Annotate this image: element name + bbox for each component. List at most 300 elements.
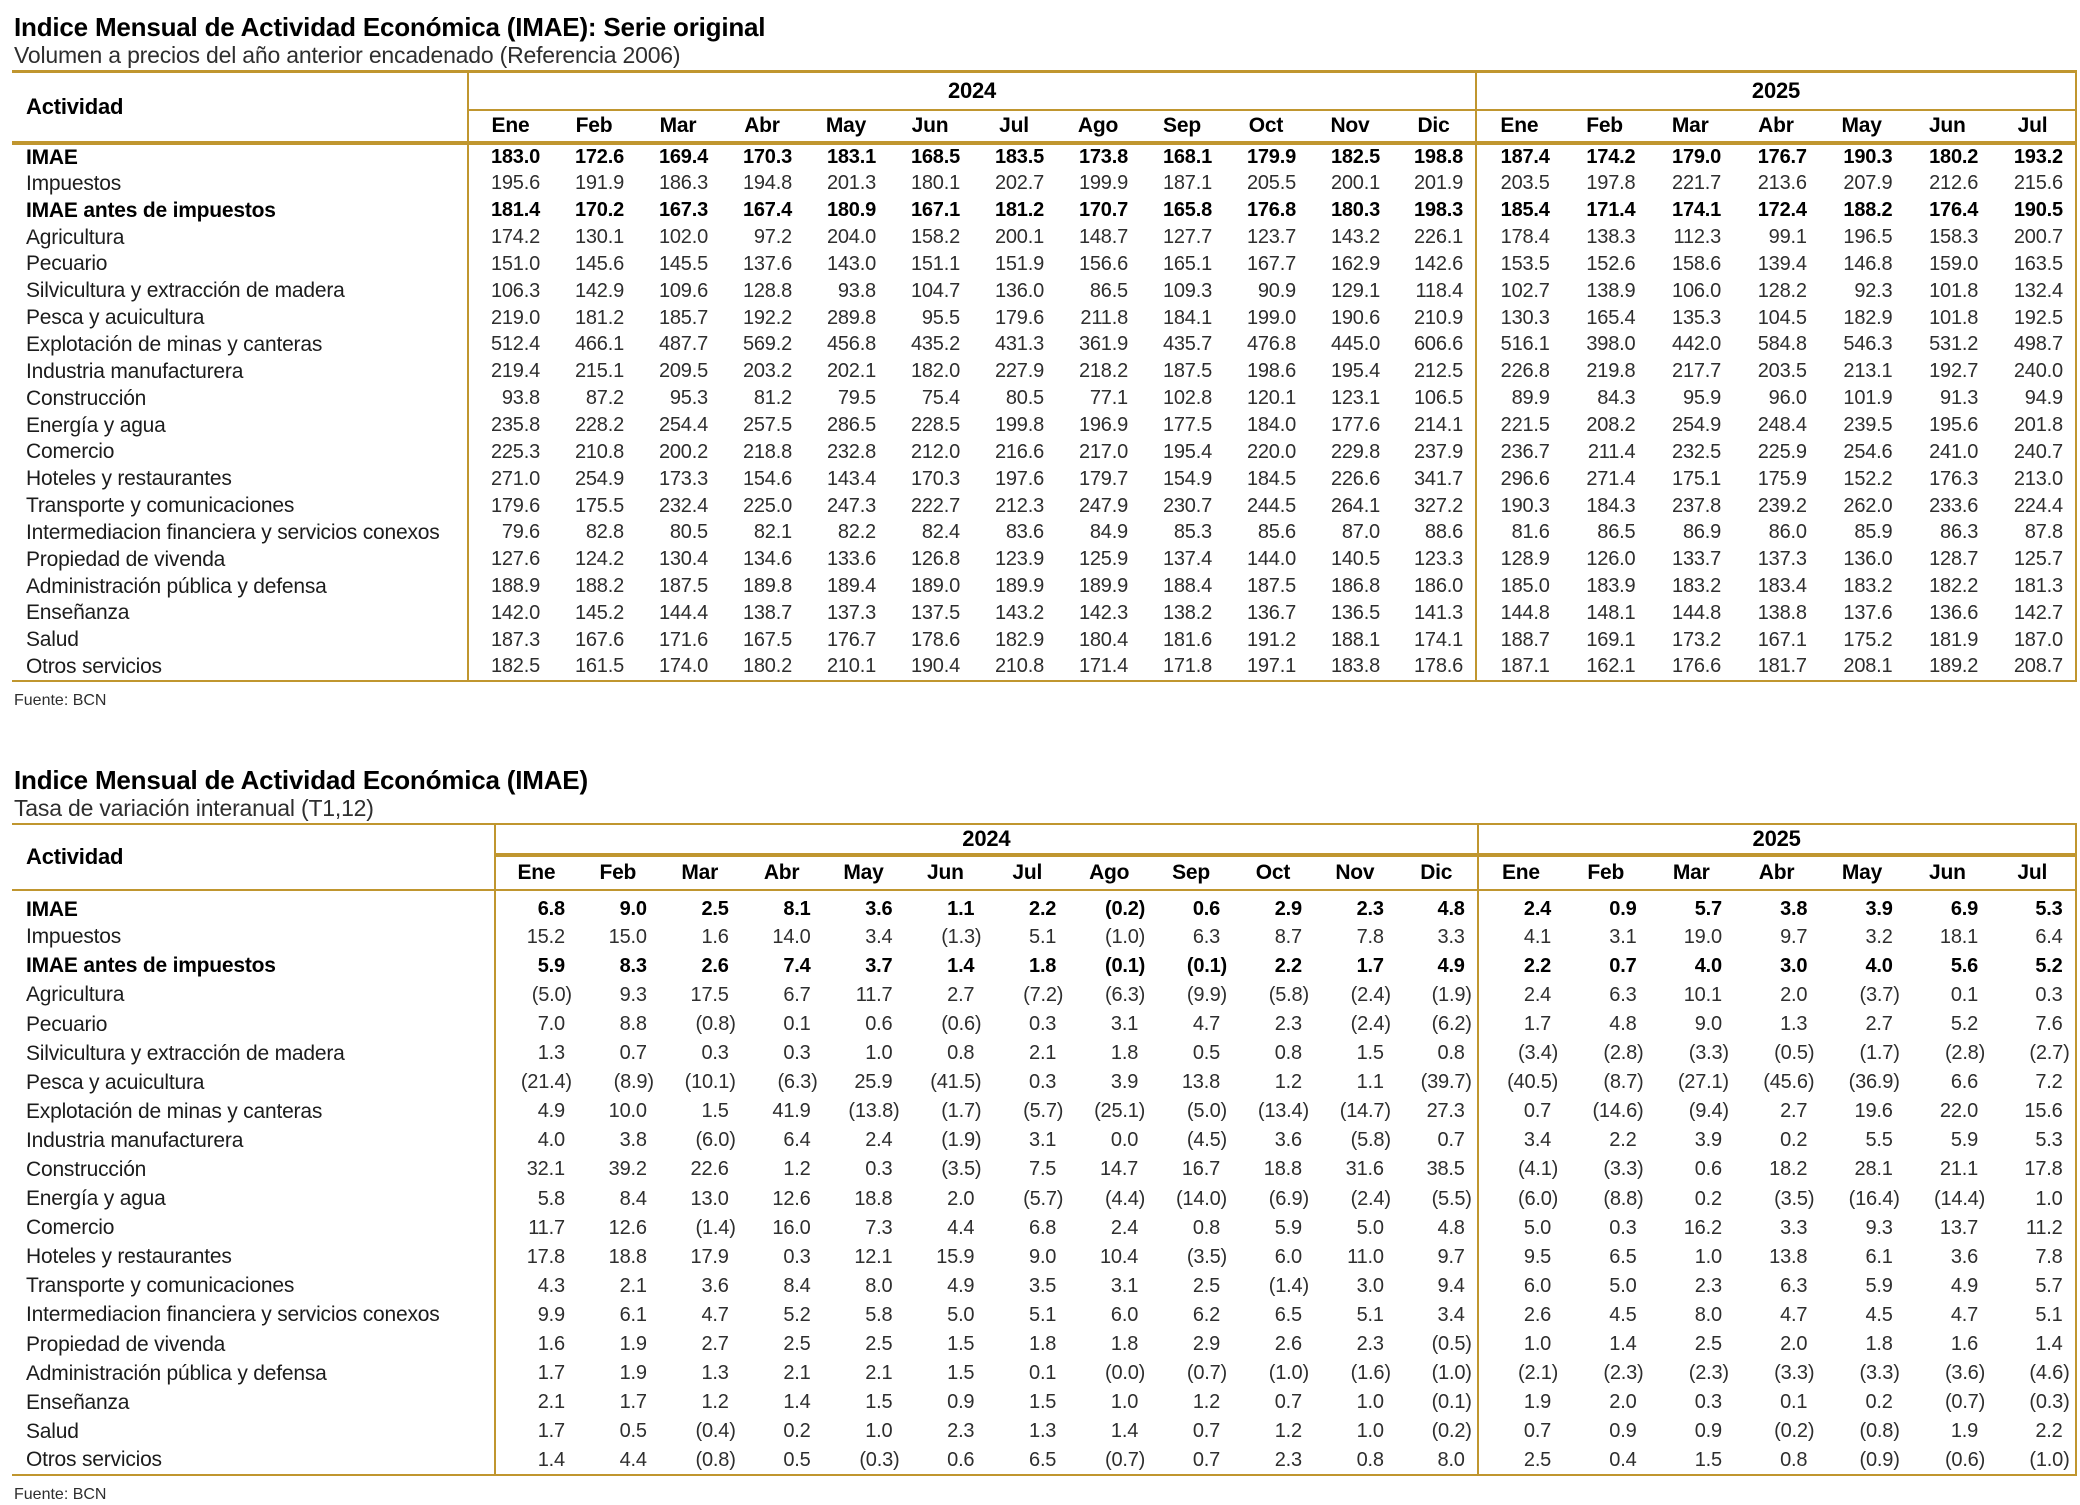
row-label: Intermediacion financiera y servicios conexos (26, 1303, 440, 1327)
value-cell: 80.5 (669, 521, 708, 544)
value-cell: 179.7 (1078, 467, 1128, 490)
value-cell: 361.9 (1078, 333, 1128, 356)
value-cell: 6.0 (1478, 1272, 1563, 1301)
value-cell: 12.6 (608, 1216, 647, 1239)
value-cell: 106.3 (468, 278, 552, 305)
table-row (12, 493, 2076, 520)
row-label: Comercio (26, 1216, 115, 1240)
month-header: Jul (986, 855, 1068, 890)
value-cell: 4.7 (1192, 1013, 1221, 1036)
value-cell: 9.5 (1478, 1243, 1563, 1272)
value-cell: 0.7 (1274, 1391, 1302, 1414)
value-cell: 195.6 (1929, 414, 1979, 437)
value-cell: 9.7 (1437, 1245, 1465, 1268)
value-cell: 175.2 (1843, 628, 1893, 651)
value-cell: 1.3 (1029, 1420, 1057, 1443)
table-row (12, 627, 2076, 654)
value-cell: 195.6 (468, 171, 552, 198)
month-header: Mar (636, 110, 720, 143)
value-cell: 0.3 (1694, 1391, 1722, 1414)
value-cell: 179.9 (1246, 146, 1296, 168)
value-cell: 6.4 (783, 1129, 811, 1152)
value-cell: (2.4) (1350, 983, 1391, 1006)
value-cell: 167.4 (742, 199, 792, 222)
serie-original-subtitle: Volumen a precios del año anterior encadenado (Referencia 2006) (14, 42, 681, 68)
value-cell: (0.1) (1105, 954, 1146, 977)
value-cell: 6.1 (1865, 1245, 1893, 1268)
value-cell: 93.8 (468, 385, 552, 412)
value-cell: 93.8 (837, 279, 876, 302)
value-cell: 2.5 (1192, 1274, 1221, 1297)
value-cell: 136.5 (1330, 601, 1380, 624)
table-row (12, 600, 2076, 627)
value-cell: 2.9 (1274, 898, 1302, 921)
value-cell: 498.7 (1990, 332, 2076, 359)
value-cell: 2.4 (1478, 981, 1563, 1010)
value-cell: 201.9 (1413, 172, 1464, 195)
value-cell: 174.2 (1586, 146, 1636, 168)
value-cell: (2.7) (1990, 1039, 2075, 1068)
value-cell: 211.8 (1080, 306, 1128, 329)
value-cell: 236.7 (1476, 439, 1562, 466)
value-cell: (0.3) (823, 1446, 905, 1475)
value-cell: 531.2 (1929, 333, 1979, 356)
value-cell: 1.4 (947, 954, 975, 977)
value-cell: 175.9 (1757, 467, 1807, 490)
value-cell: 214.1 (1413, 414, 1464, 437)
value-cell: 189.0 (910, 575, 960, 598)
value-cell: 102.7 (1476, 278, 1562, 305)
row-label: Hoteles y restaurantes (26, 1245, 232, 1269)
value-cell: 167.6 (574, 628, 624, 651)
value-cell: (4.5) (1186, 1129, 1228, 1152)
table-row (12, 251, 2076, 278)
value-cell: 182.5 (1330, 146, 1380, 168)
value-cell: 0.9 (947, 1391, 975, 1414)
value-cell: 85.3 (1173, 521, 1212, 544)
value-cell: 175.1 (1672, 467, 1722, 490)
value-cell: 5.3 (1990, 1126, 2075, 1155)
value-cell: 11.7 (855, 983, 893, 1006)
value-cell: 213.1 (1843, 360, 1893, 383)
value-cell: 159.0 (1929, 252, 1979, 275)
table-row (12, 412, 2076, 439)
row-label: Impuestos (26, 171, 122, 195)
value-cell: 240.7 (1990, 439, 2076, 466)
value-cell: (3.4) (1478, 1039, 1563, 1068)
value-cell: 15.9 (936, 1245, 975, 1268)
month-header: Abr (1733, 110, 1819, 143)
value-cell: (0.9) (1819, 1446, 1904, 1475)
value-cell: 19.0 (1683, 925, 1722, 948)
value-cell: (0.5) (1774, 1042, 1815, 1065)
value-cell: 8.0 (1694, 1303, 1722, 1326)
month-header: Ene (1476, 110, 1562, 143)
month-header: Ago (1056, 110, 1140, 143)
value-cell: 158.6 (1672, 252, 1722, 275)
value-cell: 158.3 (1929, 226, 1979, 249)
value-cell: 606.6 (1413, 333, 1464, 356)
value-cell: 162.9 (1330, 252, 1380, 275)
table-row (12, 332, 2076, 359)
value-cell: 1.9 (619, 1333, 647, 1356)
value-cell: 0.3 (1029, 1071, 1057, 1094)
value-cell: (5.5) (1431, 1187, 1472, 1210)
value-cell: 106.5 (1413, 387, 1464, 410)
value-cell: 6.1 (619, 1303, 647, 1326)
value-cell: 176.7 (826, 628, 876, 651)
value-cell: 18.8 (608, 1245, 647, 1268)
value-cell: 5.9 (495, 952, 577, 981)
value-cell: 144.8 (1672, 601, 1722, 624)
value-cell: 189.9 (1078, 575, 1128, 598)
value-cell: 212.5 (1413, 360, 1464, 383)
value-cell: 178.6 (910, 628, 960, 651)
value-cell: 0.6 (1694, 1158, 1722, 1181)
value-cell: 17.8 (495, 1243, 577, 1272)
value-cell: 184.1 (1162, 306, 1212, 329)
month-header: Jun (1905, 855, 1990, 890)
value-cell: 3.4 (1437, 1303, 1465, 1326)
table-row (12, 519, 2076, 546)
value-cell: 9.3 (619, 983, 647, 1006)
value-cell: 19.6 (1854, 1100, 1893, 1123)
value-cell: 1.0 (1990, 1185, 2075, 1214)
value-cell: 2.0 (947, 1187, 975, 1210)
value-cell: 244.5 (1246, 494, 1296, 517)
value-cell: 1.2 (783, 1158, 811, 1181)
value-cell: 152.6 (1586, 252, 1636, 275)
value-cell: (1.9) (1431, 983, 1472, 1006)
value-cell: (5.8) (1350, 1129, 1391, 1152)
value-cell: (0.6) (1905, 1446, 1990, 1475)
value-cell: 2.3 (947, 1420, 975, 1443)
value-cell: 182.2 (1929, 575, 1979, 598)
row-label: Industria manufacturera (26, 1128, 244, 1152)
value-cell: 171.6 (658, 628, 708, 651)
value-cell: 4.7 (1780, 1303, 1808, 1326)
value-cell: 18.8 (854, 1187, 893, 1210)
value-cell: 4.4 (577, 1446, 659, 1475)
value-cell: 6.4 (1990, 923, 2075, 952)
value-cell: 221.7 (1672, 172, 1722, 195)
value-cell: 227.9 (994, 360, 1044, 383)
table-row (12, 1214, 2076, 1243)
value-cell: 142.6 (1413, 252, 1464, 275)
value-cell: (2.4) (1350, 1013, 1391, 1036)
value-cell: 197.1 (1224, 654, 1308, 681)
value-cell: 6.2 (1192, 1303, 1221, 1326)
value-cell: 16.0 (772, 1216, 811, 1239)
month-header: May (804, 110, 888, 143)
value-cell: 140.5 (1330, 548, 1380, 571)
value-cell: 4.8 (1437, 898, 1465, 921)
value-cell: (13.8) (848, 1100, 900, 1123)
value-cell: 199.0 (1246, 306, 1296, 329)
value-cell: 5.0 (947, 1303, 975, 1326)
value-cell: 165.8 (1162, 199, 1212, 222)
value-cell: 224.4 (1990, 493, 2076, 520)
value-cell: 11.7 (495, 1214, 577, 1243)
month-header: Mar (1647, 110, 1733, 143)
value-cell: 5.0 (1609, 1274, 1637, 1297)
value-cell: 12.6 (772, 1187, 811, 1210)
value-cell: 13.8 (1181, 1071, 1221, 1094)
value-cell: (8.8) (1603, 1187, 1644, 1210)
value-cell: 128.8 (742, 279, 792, 302)
value-cell: 143.4 (826, 467, 876, 490)
value-cell: 200.7 (1990, 224, 2076, 251)
value-cell: 86.5 (1597, 521, 1636, 544)
value-cell: 174.0 (636, 654, 720, 681)
value-cell: 194.8 (742, 172, 792, 195)
value-cell: 3.9 (1865, 898, 1893, 921)
value-cell: 222.7 (910, 494, 960, 517)
value-cell: 257.5 (742, 414, 792, 437)
value-cell: 86.9 (1682, 521, 1722, 544)
row-label: Energía y agua (26, 413, 166, 437)
value-cell: 95.9 (1682, 387, 1722, 410)
value-cell: 2.6 (1478, 1301, 1563, 1330)
value-cell: 187.5 (1162, 360, 1212, 383)
value-cell: 190.3 (1843, 146, 1893, 168)
value-cell: 163.5 (1990, 251, 2076, 278)
value-cell: 0.3 (1609, 1216, 1637, 1239)
value-cell: 130.4 (658, 548, 708, 571)
value-cell: 211.4 (1587, 440, 1636, 463)
value-cell: 85.6 (1257, 521, 1296, 544)
value-cell: 476.8 (1246, 333, 1296, 356)
value-cell: 213.6 (1757, 172, 1807, 195)
value-cell: 9.7 (1780, 925, 1808, 948)
value-cell: 151.9 (994, 252, 1044, 275)
value-cell: (1.6) (1350, 1362, 1391, 1385)
value-cell: 109.6 (658, 279, 708, 302)
value-cell: 5.7 (1990, 1272, 2075, 1301)
value-cell: 189.2 (1904, 654, 1990, 681)
value-cell: 134.6 (742, 548, 792, 571)
value-cell: 237.8 (1672, 494, 1722, 517)
value-cell: 101.8 (1929, 306, 1979, 329)
value-cell: 128.7 (1929, 548, 1979, 571)
value-cell: 0.2 (783, 1420, 811, 1443)
value-cell: (6.0) (1478, 1185, 1563, 1214)
value-cell: 188.2 (1843, 199, 1893, 222)
value-cell: 226.6 (1330, 467, 1380, 490)
value-cell: (7.2) (1023, 983, 1064, 1006)
row-label: Comercio (26, 440, 115, 464)
value-cell: 1.3 (1780, 1013, 1808, 1036)
value-cell: 189.9 (994, 575, 1044, 598)
value-cell: 0.7 (619, 1042, 647, 1065)
value-cell: 1.0 (1694, 1245, 1722, 1268)
value-cell: 4.9 (1437, 954, 1465, 977)
source-note: Fuente: BCN (14, 1486, 107, 1504)
value-cell: 6.3 (1780, 1274, 1808, 1297)
value-cell: 118.4 (1415, 279, 1464, 302)
value-cell: 196.5 (1843, 226, 1893, 249)
value-cell: (1.9) (941, 1129, 982, 1152)
table-row (12, 1330, 2076, 1359)
value-cell: 1.4 (783, 1391, 811, 1414)
value-cell: 144.0 (1246, 548, 1296, 571)
value-cell: 3.6 (701, 1274, 729, 1297)
value-cell: 3.1 (1609, 925, 1637, 948)
value-cell: 126.0 (1586, 548, 1636, 571)
row-label: Industria manufacturera (26, 359, 244, 383)
value-cell: 6.5 (1609, 1245, 1637, 1268)
value-cell: 185.4 (1476, 197, 1562, 224)
value-cell: 3.2 (1865, 925, 1893, 948)
value-cell: 188.9 (468, 573, 552, 600)
value-cell: 1.1 (1356, 1071, 1384, 1094)
value-cell: 5.2 (783, 1303, 811, 1326)
value-cell: 5.6 (1950, 954, 1979, 977)
row-label: Hoteles y restaurantes (26, 467, 232, 491)
value-cell: 0.6 (904, 1446, 986, 1475)
value-cell: 136.0 (994, 279, 1044, 302)
value-cell: 4.8 (1609, 1013, 1637, 1036)
value-cell: 3.0 (1780, 954, 1808, 977)
value-cell: 191.9 (574, 172, 624, 195)
month-header: Jun (888, 110, 972, 143)
value-cell: 212.0 (910, 440, 960, 463)
value-cell: 151.0 (468, 251, 552, 278)
value-cell: 216.6 (994, 440, 1044, 463)
value-cell: 516.1 (1476, 332, 1562, 359)
value-cell: 254.4 (658, 414, 708, 437)
table-row (12, 952, 2076, 981)
value-cell: 180.3 (1330, 199, 1380, 222)
value-cell: (36.9) (1848, 1071, 1900, 1094)
value-cell: 123.1 (1330, 387, 1380, 410)
value-cell: 181.6 (1162, 628, 1212, 651)
table-row (12, 1243, 2076, 1272)
value-cell: 2.5 (1478, 1446, 1563, 1475)
variacion-interanual-table (12, 823, 2077, 1477)
value-cell: 327.2 (1413, 494, 1464, 517)
value-cell: 176.4 (1929, 199, 1979, 222)
value-cell: 143.2 (994, 601, 1044, 624)
value-cell: 144.8 (1476, 600, 1562, 627)
table-row (12, 143, 2076, 171)
value-cell: 203.5 (1757, 360, 1807, 383)
value-cell: 218.8 (742, 440, 792, 463)
value-cell: 4.8 (1437, 1216, 1465, 1239)
value-cell: 213.0 (1990, 466, 2076, 493)
value-cell: 187.5 (658, 575, 708, 598)
row-label: Propiedad de vivenda (26, 547, 226, 571)
value-cell: 142.7 (1990, 600, 2076, 627)
value-cell: 15.0 (608, 925, 647, 948)
value-cell: 2.2 (1478, 952, 1563, 981)
value-cell: 91.3 (1940, 387, 1979, 410)
value-cell: 2.3 (1356, 898, 1384, 921)
value-cell: (6.3) (1105, 983, 1146, 1006)
month-header: Dic (1392, 110, 1476, 143)
table-row (12, 1359, 2076, 1388)
value-cell: 188.2 (574, 575, 624, 598)
value-cell: 1.0 (1356, 1391, 1384, 1414)
value-cell: 2.1 (1029, 1042, 1057, 1065)
value-cell: 546.3 (1843, 333, 1893, 356)
value-cell: (5.7) (1023, 1100, 1064, 1123)
value-cell: 196.9 (1078, 414, 1128, 437)
value-cell: 212.3 (994, 494, 1044, 517)
value-cell: 3.7 (865, 954, 893, 977)
value-cell: 161.5 (552, 654, 636, 681)
value-cell: 13.7 (1939, 1216, 1979, 1239)
value-cell: 0.3 (701, 1042, 729, 1065)
value-cell: 136.0 (1843, 548, 1893, 571)
value-cell: (40.5) (1478, 1068, 1563, 1097)
value-cell: 237.9 (1413, 440, 1464, 463)
row-label: IMAE (26, 145, 78, 169)
value-cell: 79.5 (837, 387, 876, 410)
value-cell: 22.0 (1939, 1100, 1979, 1123)
value-cell: (6.2) (1431, 1013, 1472, 1036)
value-cell: (39.7) (1420, 1071, 1472, 1094)
value-cell: 0.1 (1029, 1362, 1057, 1385)
value-cell: 39.2 (608, 1158, 647, 1181)
value-cell: 173.3 (658, 467, 708, 490)
table-row (12, 1068, 2076, 1097)
value-cell: 445.0 (1330, 333, 1380, 356)
row-label: Explotación de minas y canteras (26, 1099, 323, 1123)
variacion-interanual-section (12, 765, 2076, 1505)
value-cell: (8.7) (1603, 1071, 1644, 1094)
value-cell: 0.6 (865, 1013, 893, 1036)
table-row (12, 1039, 2076, 1068)
value-cell: 128.9 (1476, 546, 1562, 573)
value-cell: 176.8 (1246, 199, 1296, 222)
value-cell: (5.8) (1268, 983, 1309, 1006)
value-cell: 1.6 (495, 1330, 577, 1359)
value-cell: 82.8 (585, 521, 624, 544)
table-row (12, 305, 2076, 332)
value-cell: 10.0 (608, 1100, 647, 1123)
value-cell: 187.1 (1476, 654, 1562, 681)
value-cell: 187.0 (1990, 627, 2076, 654)
row-label: IMAE antes de impuestos (26, 198, 276, 222)
value-cell: 1.3 (495, 1039, 577, 1068)
value-cell: 102.8 (1162, 387, 1212, 410)
value-cell: 2.7 (1865, 1013, 1893, 1036)
value-cell: 1.2 (1192, 1391, 1221, 1414)
value-cell: 148.7 (1078, 226, 1128, 249)
value-cell: 137.6 (1843, 601, 1893, 624)
value-cell: 1.2 (1274, 1420, 1302, 1443)
value-cell: 1.2 (701, 1391, 729, 1414)
table-row (12, 890, 2076, 923)
value-cell: 215.1 (574, 360, 624, 383)
value-cell: 0.2 (1865, 1391, 1893, 1414)
value-cell: 0.2 (1694, 1187, 1722, 1210)
value-cell: 232.8 (826, 440, 876, 463)
value-cell: 1.5 (865, 1391, 893, 1414)
value-cell: 177.5 (1162, 414, 1212, 437)
value-cell: 219.8 (1586, 360, 1636, 383)
value-cell: 191.2 (1246, 628, 1296, 651)
value-cell: 1.8 (1110, 1333, 1139, 1356)
value-cell: 170.2 (574, 199, 624, 222)
value-cell: 0.1 (1950, 983, 1979, 1006)
value-cell: 7.0 (495, 1010, 577, 1039)
value-cell: 0.8 (1192, 1216, 1221, 1239)
serie-original-title: Indice Mensual de Actividad Económica (IMAE): Serie original (14, 12, 766, 42)
value-cell: 165.1 (1162, 252, 1212, 275)
value-cell: 88.6 (1424, 521, 1464, 544)
